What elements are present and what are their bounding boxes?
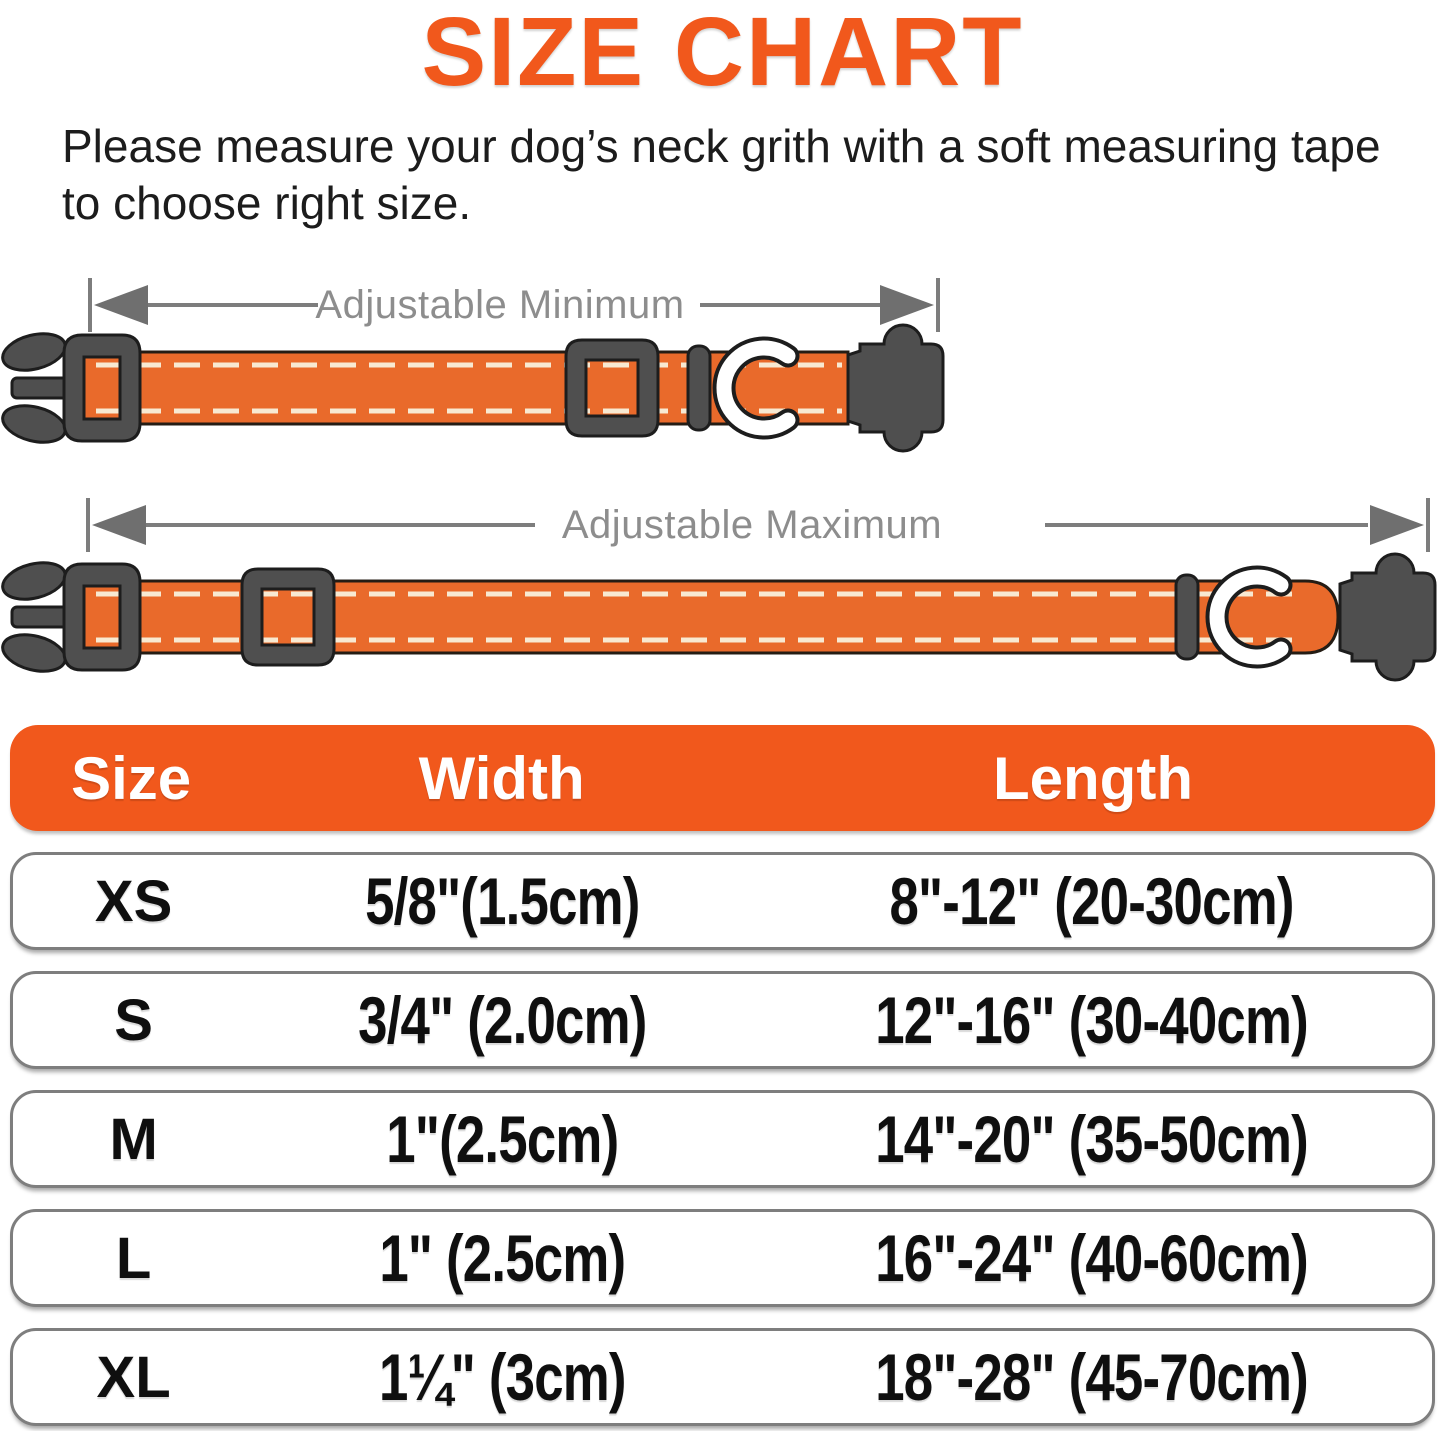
collar-minimum-illustration [0, 325, 943, 451]
length-value: 8"-12" (20-30cm) [889, 864, 1294, 938]
table-row-l [10, 1209, 1435, 1307]
size-value: S [114, 987, 153, 1053]
length-value: 16"-24" (40-60cm) [875, 1221, 1308, 1295]
adjustable-maximum-label: Adjustable Maximum [561, 503, 943, 547]
buckle-male-icon [0, 328, 140, 448]
measuring-instructions [62, 118, 1407, 232]
collar-diagrams [0, 262, 1445, 702]
column-header-size: Size [71, 744, 192, 812]
collar-maximum-illustration [0, 554, 1435, 680]
width-value: 3/4" (2.0cm) [358, 983, 647, 1057]
size-value: XL [96, 1344, 171, 1410]
length-value: 18"-28" (45-70cm) [875, 1340, 1308, 1414]
length-value: 12"-16" (30-40cm) [875, 983, 1308, 1057]
column-header-length: Length [993, 744, 1193, 812]
width-value: 1"(2.5cm) [386, 1102, 619, 1176]
width-value: 5/8"(1.5cm) [365, 864, 640, 938]
table-row-xl [10, 1328, 1435, 1426]
arrow-right-head-icon [880, 285, 934, 325]
keeper-loop-icon [688, 346, 710, 430]
size-value: M [109, 1106, 158, 1172]
size-table-header [10, 725, 1435, 831]
size-table [10, 725, 1435, 1426]
buckle-female-icon [848, 325, 943, 451]
length-value: 14"-20" (35-50cm) [875, 1102, 1308, 1176]
page-title: SIZE CHART [421, 0, 1024, 106]
adjustable-minimum-label: Adjustable Minimum [315, 283, 685, 327]
width-value: 1" (2.5cm) [379, 1221, 626, 1295]
instructions-line-1: Please measure your dog’s neck grith with a soft measuring tape [62, 120, 1381, 172]
arrow-right-head-icon [1370, 505, 1424, 545]
arrow-left-head-icon [92, 505, 146, 545]
buckle-male-icon [0, 557, 140, 677]
table-row-m [10, 1090, 1435, 1188]
size-value: L [115, 1225, 152, 1291]
buckle-female-icon [1340, 554, 1435, 680]
width-value: 1¼" (3cm) [379, 1340, 626, 1414]
table-row-xs [10, 852, 1435, 950]
table-row-s [10, 971, 1435, 1069]
instructions-line-2: to choose right size. [62, 177, 472, 229]
column-header-width: Width [418, 744, 585, 812]
arrow-left-head-icon [94, 285, 148, 325]
keeper-loop-icon [1176, 575, 1198, 659]
size-value: XS [94, 868, 173, 934]
